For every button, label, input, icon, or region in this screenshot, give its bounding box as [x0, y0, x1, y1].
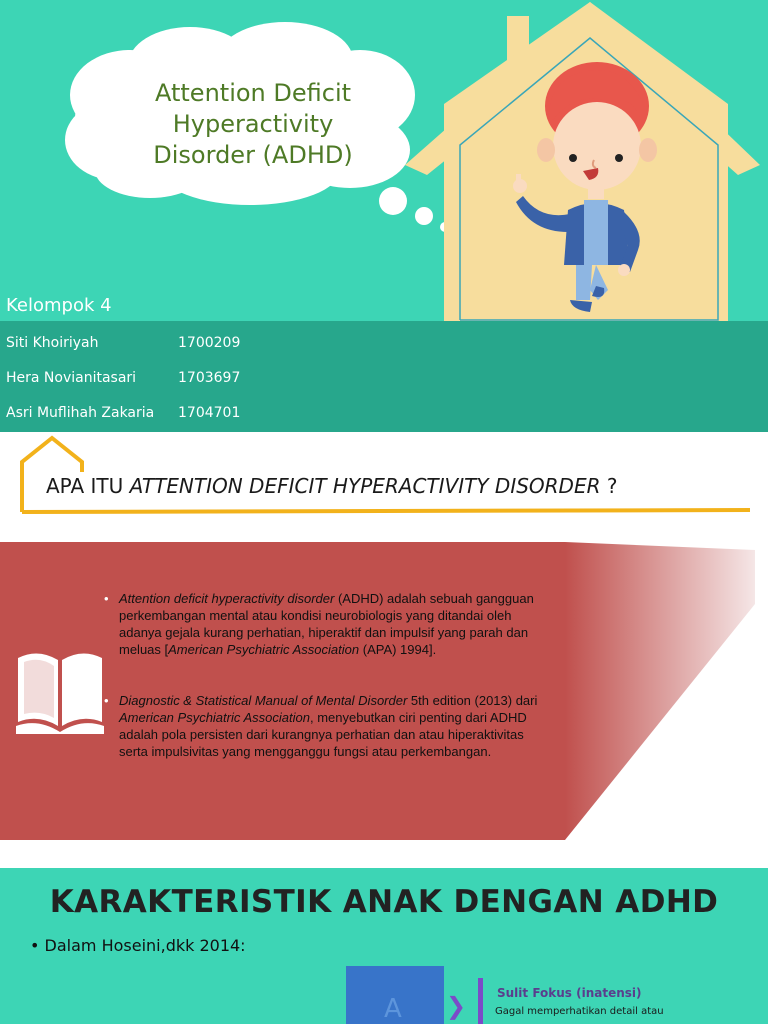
member-id: 1700209 — [178, 335, 241, 351]
title-line: Attention Deficit — [154, 79, 352, 107]
member-row — [6, 370, 240, 386]
source-bullet: • Dalam Hoseini,dkk 2014: — [30, 936, 246, 955]
characteristics-slide — [0, 868, 768, 1024]
member-id: 1704701 — [178, 405, 241, 421]
card-description: Gagal memperhatikan detail atau — [495, 1006, 664, 1017]
bullet-text: , menyebutkan ciri penting dari ADHD adalah pola persisten dari kurangnya perhatian dan atau hiperaktivitas serta impulsivitas yang mengganggu fungsi atau perkembangan. — [119, 710, 527, 759]
bullet-dot: • — [104, 591, 109, 606]
title-line: Hyperactivity — [172, 110, 334, 138]
bullet-text: 5th edition (2013) dari — [407, 693, 538, 708]
question-italic: ATTENTION DEFICIT HYPERACTIVITY DISORDER — [129, 474, 601, 498]
bullet-italic: Diagnostic & Statistical Manual of Mental Disorder — [119, 693, 408, 708]
bullet-italic: Attention deficit hyperactivity disorder — [119, 591, 335, 606]
definition-slide — [0, 432, 768, 868]
bullet-item — [104, 692, 556, 760]
definition-bullets — [104, 590, 556, 794]
bullet-dot: • — [104, 693, 109, 708]
bullet-text: (ADHD) adalah sebuah gangguan perkembangan mental atau kondisi neurobiologis yang ditandai oleh adanya gejala kurang perhatian, hiperaktif dan impulsif yang parah dan meluas [ — [119, 591, 534, 657]
house-illustration — [0, 0, 768, 330]
member-id: 1703697 — [178, 370, 241, 386]
card-letter: A — [384, 994, 402, 1024]
title-line: Disorder (ADHD) — [153, 141, 353, 169]
card-a — [346, 966, 444, 1024]
member-name: Asri Muflihah Zakaria — [6, 405, 155, 421]
group-label: Kelompok 4 — [6, 295, 112, 316]
member-row — [6, 335, 240, 351]
card-divider — [478, 978, 483, 1024]
bullet-item — [104, 590, 556, 658]
slide-title — [128, 78, 378, 171]
bullet-italic: American Psychiatric Association — [119, 710, 310, 725]
question-suffix: ? — [600, 474, 618, 498]
bullet-text: (APA) 1994]. — [359, 642, 437, 657]
book-icon — [16, 648, 104, 734]
member-name: Siti Khoiriyah — [6, 335, 99, 351]
question-prefix: APA ITU — [46, 474, 130, 498]
card-title: Sulit Fokus (inatensi) — [497, 986, 642, 1000]
title-slide — [0, 0, 768, 432]
slide-heading: KARAKTERISTIK ANAK DENGAN ADHD — [49, 884, 719, 920]
member-row — [6, 405, 240, 421]
member-name: Hera Novianitasari — [6, 370, 137, 386]
chevron-right-icon: ❯ — [446, 992, 467, 1020]
bullet-italic: American Psychiatric Association — [168, 642, 360, 657]
